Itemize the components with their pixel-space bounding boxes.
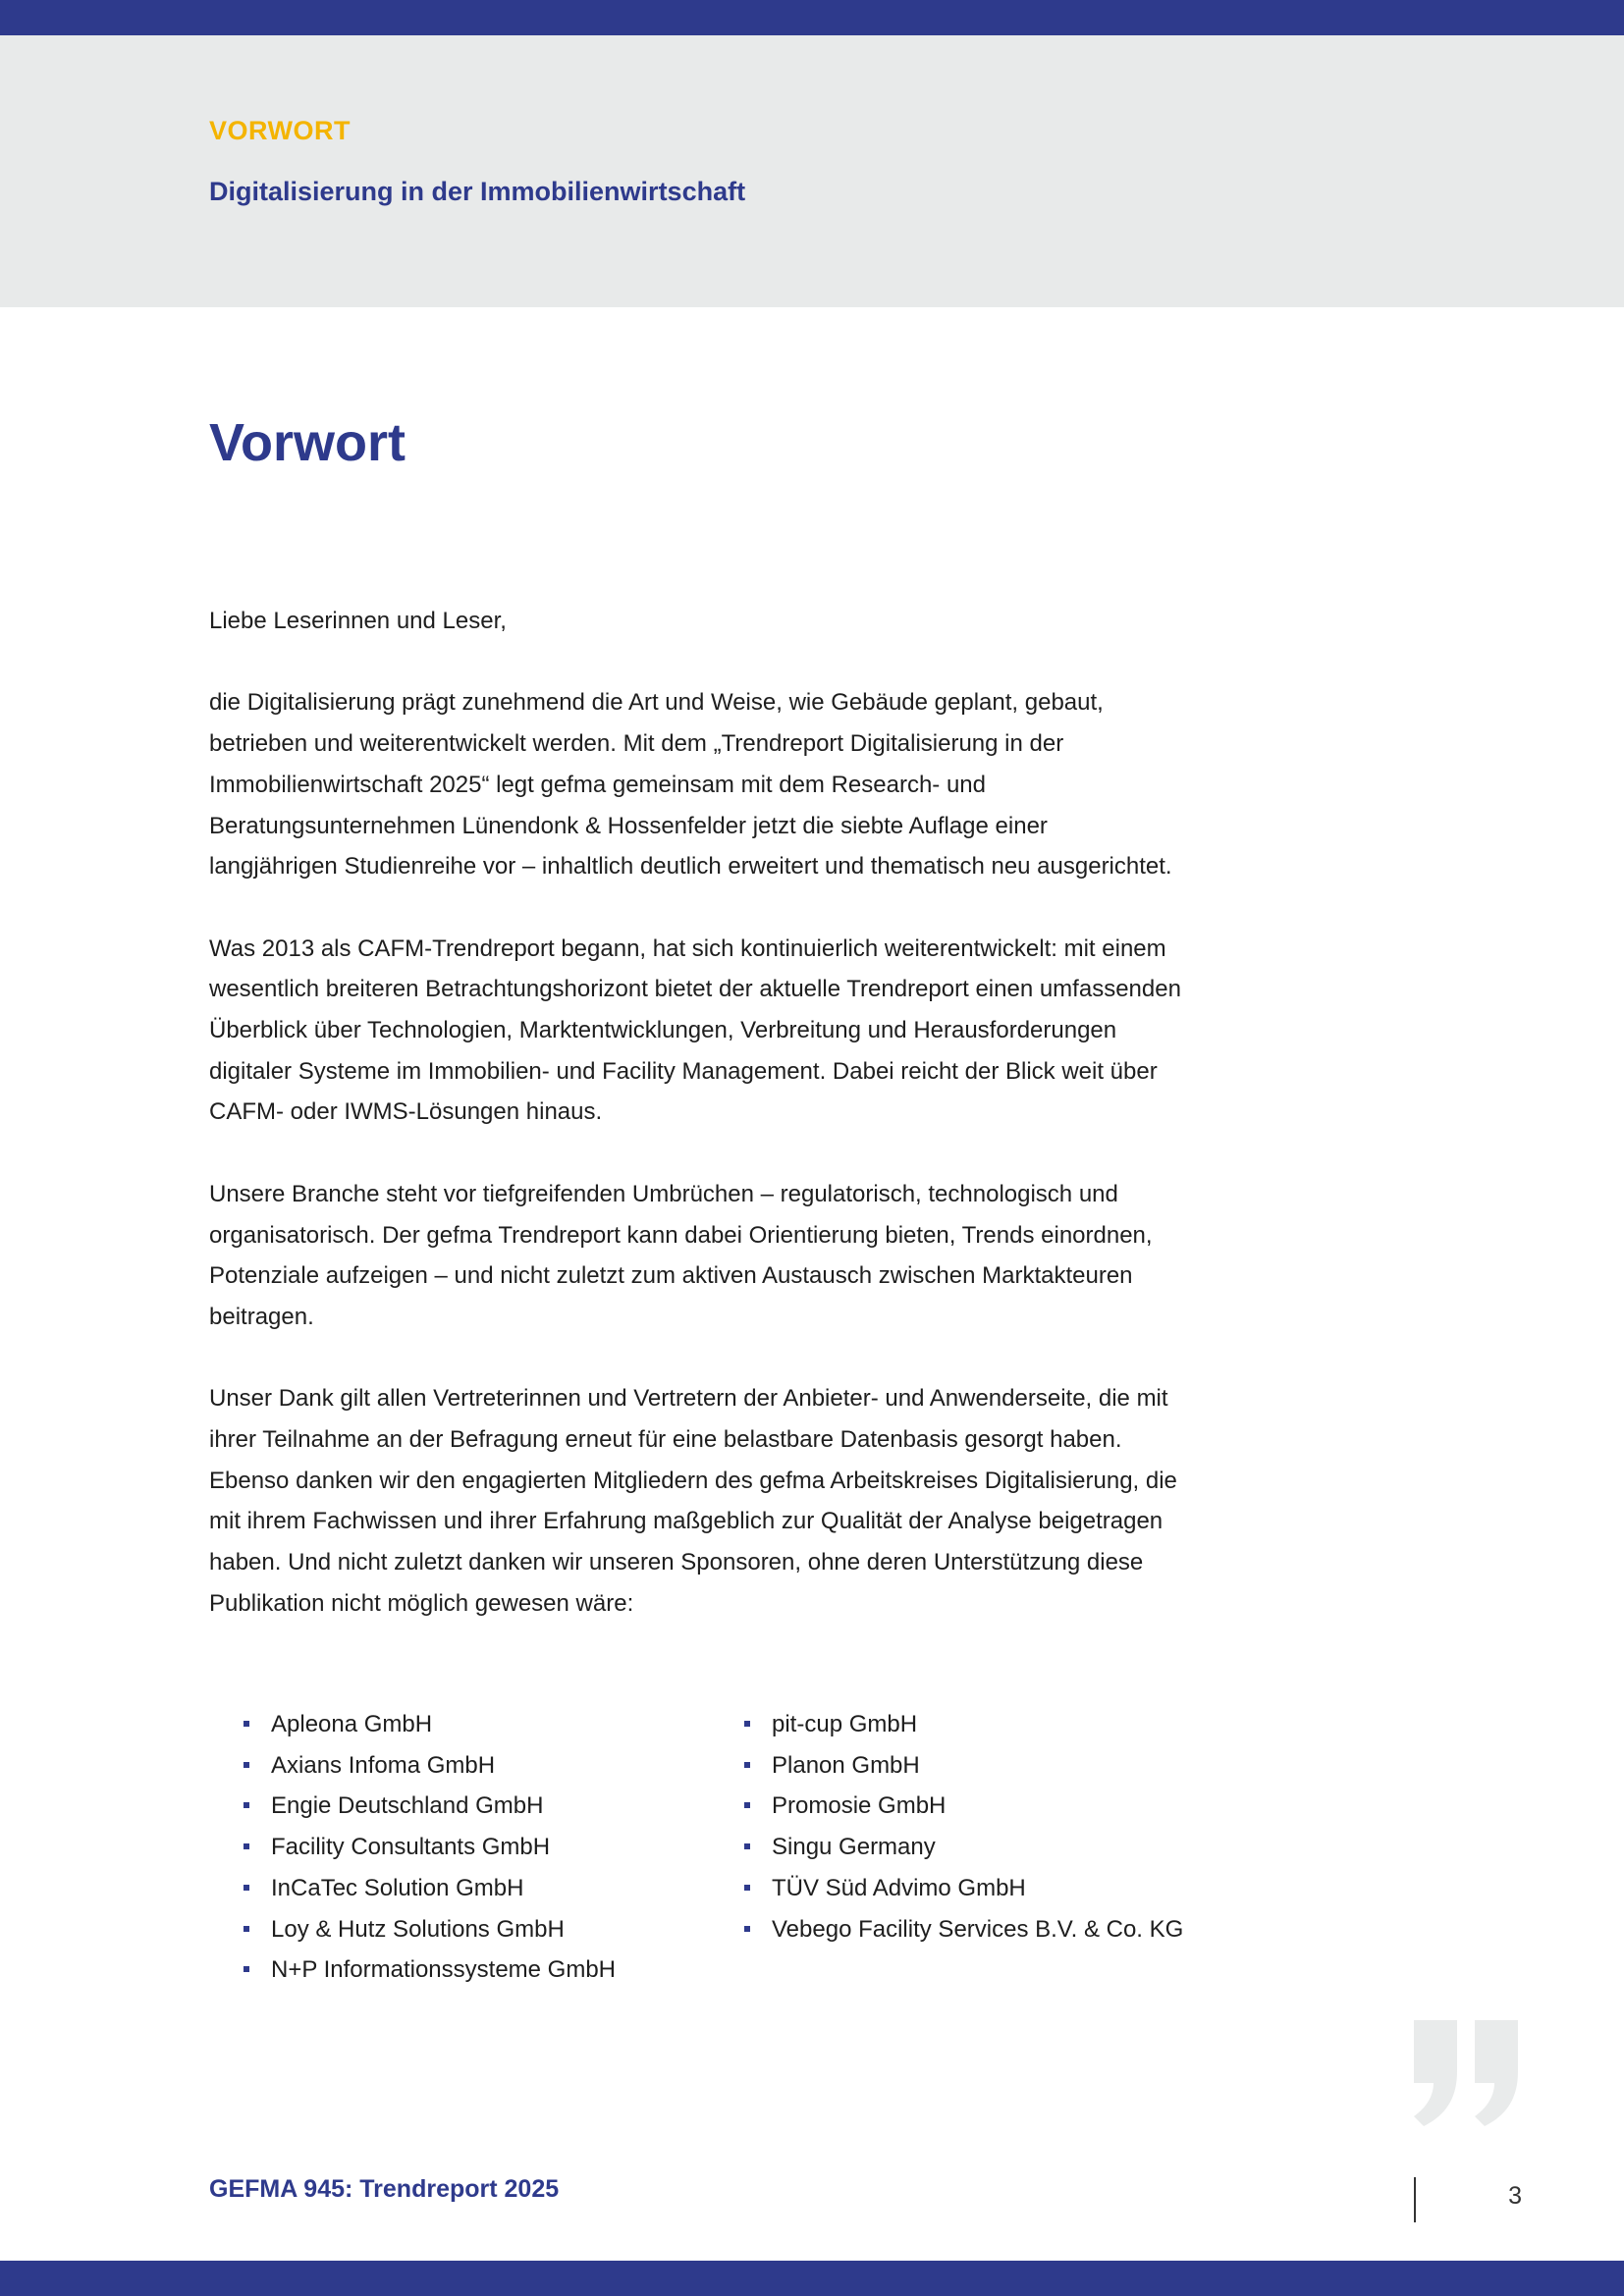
section-label: VORWORT (209, 116, 351, 145)
paragraph: Was 2013 als CAFM-Trendreport begann, hat sich kontinuierlich weiterentwickelt: mit einem wesentlich breiteren Betrachtungshorizont bietet der aktuelle Trendreport einen umfassenden Überblick über Technologien, Marktentwicklungen, Verbreitung und Herausforderungen digitaler Systeme im Immobilien- und Facility Management. Dabei reicht der Blick weit über CAFM- oder IWMS-Lösungen hinaus. (209, 934, 1181, 1126)
page-title: Vorwort (209, 413, 406, 472)
bullet-icon (244, 1843, 249, 1849)
sponsor-item: Planon GmbH (740, 1745, 1183, 1787)
sponsor-item: Axians Infoma GmbH (240, 1745, 616, 1787)
sponsor-item: Vebego Facility Services B.V. & Co. KG (740, 1909, 1183, 1950)
body-text (209, 601, 1181, 1665)
sponsor-item: N+P Informationssysteme GmbH (240, 1949, 616, 1991)
section-subtitle: Digitalisierung in der Immobilienwirtschaft (209, 177, 746, 206)
sponsor-list-right (740, 1704, 1183, 1949)
bullet-icon (244, 1721, 249, 1727)
bullet-icon (744, 1843, 750, 1849)
sponsor-item: InCaTec Solution GmbH (240, 1868, 616, 1909)
bullet-icon (244, 1966, 249, 1972)
header-band (0, 35, 1624, 307)
closing-quote-icon (1410, 2020, 1522, 2126)
sponsor-item: Facility Consultants GmbH (240, 1827, 616, 1868)
bullet-icon (744, 1885, 750, 1891)
sponsor-item: Promosie GmbH (740, 1786, 1183, 1827)
bottom-accent-bar (0, 2261, 1624, 2296)
sponsor-item: Singu Germany (740, 1827, 1183, 1868)
bullet-icon (744, 1802, 750, 1808)
bullet-icon (744, 1721, 750, 1727)
page-number: 3 (1508, 2182, 1522, 2210)
footer-title: GEFMA 945: Trendreport 2025 (209, 2175, 560, 2203)
bullet-icon (244, 1885, 249, 1891)
footer-divider (1414, 2177, 1416, 2222)
sponsor-item: pit-cup GmbH (740, 1704, 1183, 1745)
paragraph: die Digitalisierung prägt zunehmend die Art und Weise, wie Gebäude geplant, gebaut, betrieben und weiterentwickelt werden. Mit dem „Trendreport Digitalisierung in der Immobilienwirtschaft 2025“ legt gefma gemeinsam mit dem Research- und Beratungsunternehmen Lünendonk & Hossenfelder jetzt die siebte Auflage einer langjährigen Studienreihe vor – inhaltlich deutlich erweitert und thematisch neu ausgerichtet. (209, 689, 1172, 881)
bullet-icon (244, 1926, 249, 1932)
bullet-icon (744, 1762, 750, 1768)
sponsor-item: Loy & Hutz Solutions GmbH (240, 1909, 616, 1950)
bullet-icon (244, 1802, 249, 1808)
bullet-icon (244, 1762, 249, 1768)
top-accent-bar (0, 0, 1624, 35)
bullet-icon (744, 1926, 750, 1932)
sponsor-item: Engie Deutschland GmbH (240, 1786, 616, 1827)
sponsor-list-left (240, 1704, 616, 1991)
sponsor-item: TÜV Süd Advimo GmbH (740, 1868, 1183, 1909)
paragraph: Unser Dank gilt allen Vertreterinnen und Vertretern der Anbieter- und Anwenderseite, die mit ihrer Teilnahme an der Befragung erneut für eine belastbare Datenbasis gesorgt haben. Ebenso danken wir den engagierten Mitgliedern des gefma Arbeitskreises Digitalisierung, die mit ihrem Fachwissen und ihrer Erfahrung maßgeblich zur Qualität der Analyse beigetragen haben. Und nicht zuletzt danken wir unseren Sponsoren, ohne deren Unterstützung diese Publikation nicht möglich gewesen wäre: (209, 1385, 1177, 1617)
salutation: Liebe Leserinnen und Leser, (209, 608, 507, 634)
paragraph: Unsere Branche steht vor tiefgreifenden Umbrüchen – regulatorisch, technologisch und organisatorisch. Der gefma Trendreport kann dabei Orientierung bieten, Trends einordnen, Potenziale aufzeigen – und nicht zuletzt zum aktiven Austausch zwischen Marktakteuren beitragen. (209, 1180, 1153, 1330)
sponsor-item: Apleona GmbH (240, 1704, 616, 1745)
